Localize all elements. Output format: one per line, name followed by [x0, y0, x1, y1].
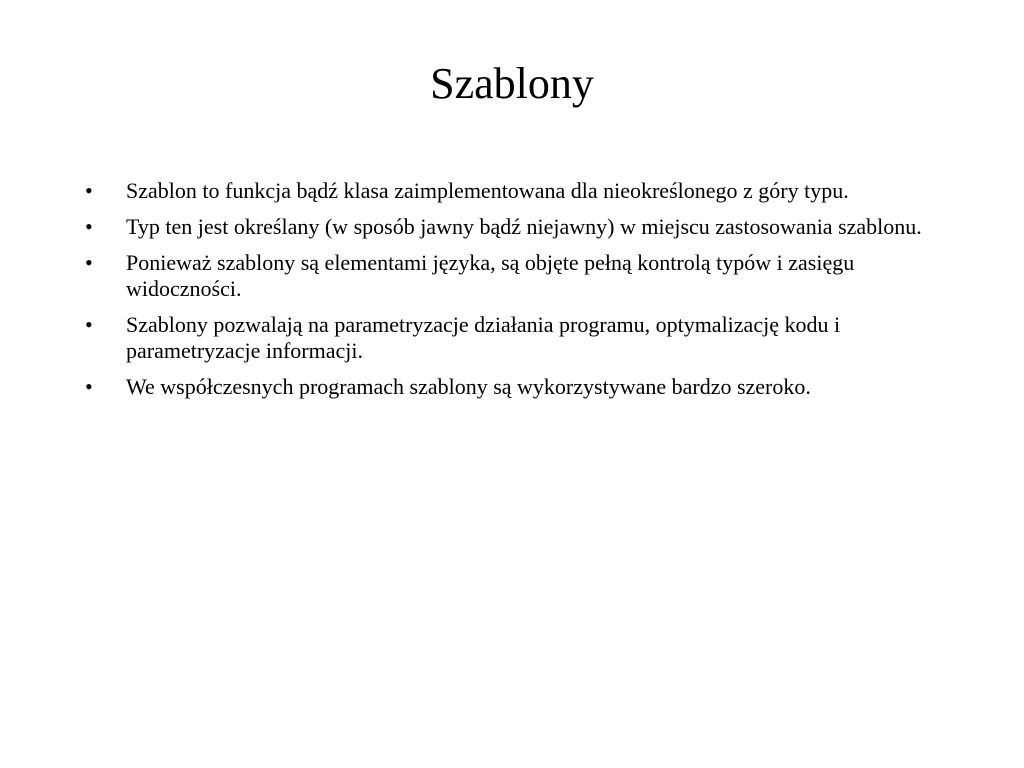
bullet-text: We współczesnych programach szablony są wykorzystywane bardzo szeroko. [126, 374, 811, 399]
bullet-item [85, 374, 945, 400]
bullet-text: Szablony pozwalają na parametryzacje działania programu, optymalizację kodu i parametryzacje informacji. [126, 312, 841, 363]
bullet-text: Szablon to funkcja bądź klasa zaimplementowana dla nieokreślonego z góry typu. [126, 178, 849, 203]
bullet-item [85, 312, 945, 364]
bullet-item [85, 250, 945, 302]
bullet-text: Typ ten jest określany (w sposób jawny bądź niejawny) w miejscu zastosowania szablonu. [126, 214, 922, 239]
bullet-marker: • [85, 214, 93, 239]
slide-title: Szablony [430, 59, 594, 108]
bullet-marker: • [85, 250, 93, 275]
bullet-marker: • [85, 312, 93, 337]
bullet-list [85, 178, 945, 410]
bullet-marker: • [85, 374, 93, 399]
bullet-marker: • [85, 178, 93, 203]
bullet-item [85, 214, 945, 240]
bullet-text: Ponieważ szablony są elementami języka, są objęte pełną kontrolą typów i zasięgu widoczności. [126, 250, 855, 301]
bullet-item [85, 178, 945, 204]
